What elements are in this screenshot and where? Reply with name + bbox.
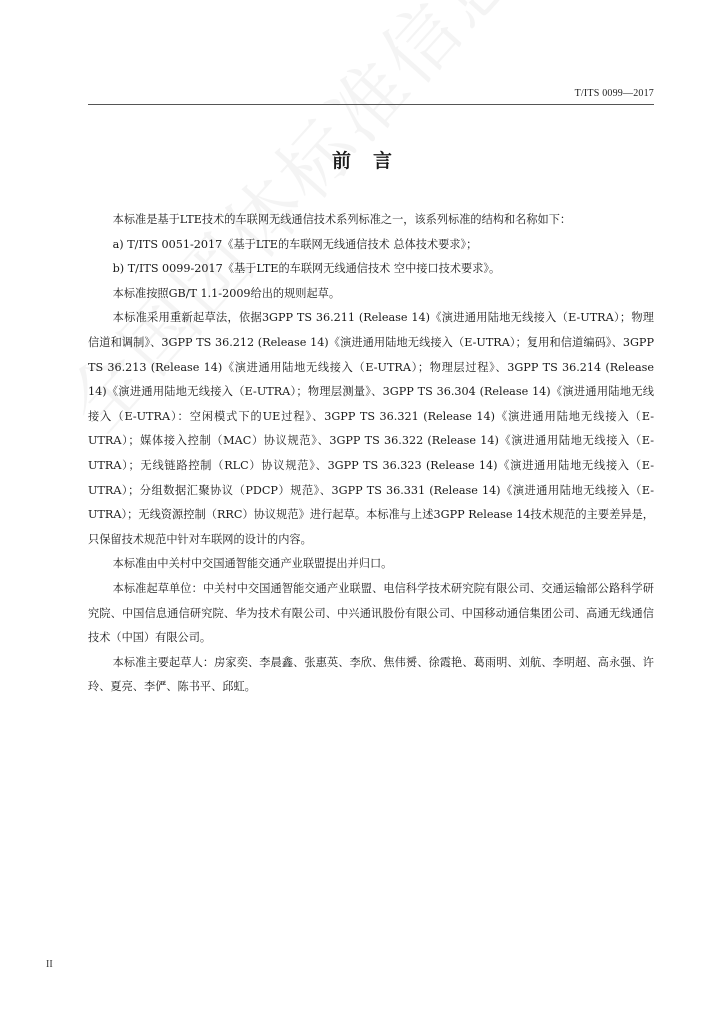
list-item-a: a) T/ITS 0051-2017《基于LTE的车联网无线通信技术 总体技术要求》； <box>112 237 478 251</box>
paragraph-drafting-units: 本标准起草单位：中关村中交国通智能交通产业联盟、电信科学技术研究院有限公司、交通运输部公路科学研究院、中国信息通信研究院、华为技术有限公司、中兴通讯股份有限公司、中国移动通信集团公司、高通无线通信技术（中国）有限公司。 <box>88 581 654 645</box>
paragraph-proposer: 本标准由中关村中交国通智能交通产业联盟提出并归口。 <box>112 557 393 571</box>
page-title: 前言 <box>331 150 414 172</box>
header-rule <box>88 104 654 105</box>
paragraph-intro: 本标准是基于LTE技术的车联网无线通信技术系列标准之一，该系列标准的结构和名称如下： <box>112 213 572 226</box>
foreword-body <box>88 208 654 700</box>
paragraph-drafting-rules: 本标准按照GB/T 1.1-2009给出的规则起草。 <box>112 286 341 300</box>
list-item-b: b) T/ITS 0099-2017《基于LTE的车联网无线通信技术 空中接口技术要求》。 <box>112 262 501 276</box>
page-number: II <box>46 959 53 970</box>
document-code: T/ITS 0099—2017 <box>574 88 654 99</box>
paragraph-drafting-method: 本标准采用重新起草法，依据3GPP TS 36.211 (Release 14)《演进通用陆地无线接入（E-UTRA）；物理信道和调制》、3GPP TS 36.212 (Release 14)《演进通用陆地无线接入（E-UTRA）；复用和信道编码》、3GPP TS 36.213 (Release 14)《演进通用陆地无线接入（E-UTRA）；物理层过程》、3GPP TS 36.214 (Release 14)《演进通用陆地无线接入（E-UTRA）；物理层测量》、3GPP TS 36.304 (Release 14)《演进通用陆地无线接入（E-UTRA）：空闲模式下的UE过程》、3GPP TS 36.321 (Release 14)《演进通用陆地无线接入（E-UTRA）；媒体接入控制（MAC）协议规范》、3GPP TS 36.322 (Release 14)《演进通用陆地无线接入（E-UTRA）；无线链路控制（RLC）协议规范》、3GPP TS 36.323 (Release 14)《演进通用陆地无线接入（E-UTRA）；分组数据汇聚协议（PDCP）规范》、3GPP TS 36.331 (Release 14)《演进通用陆地无线接入（E-UTRA）；无线资源控制（RRC）协议规范》进行起草。本标准与上述3GPP Release 14技术规范的主要差异是，只保留技术规范中针对车联网的设计的内容。 <box>88 311 654 546</box>
paragraph-drafters: 本标准主要起草人：房家奕、李晨鑫、张惠英、李欣、焦伟赟、徐霞艳、葛雨明、刘航、李明超、高永强、许玲、夏亮、李俨、陈书平、邱虹。 <box>88 655 654 694</box>
